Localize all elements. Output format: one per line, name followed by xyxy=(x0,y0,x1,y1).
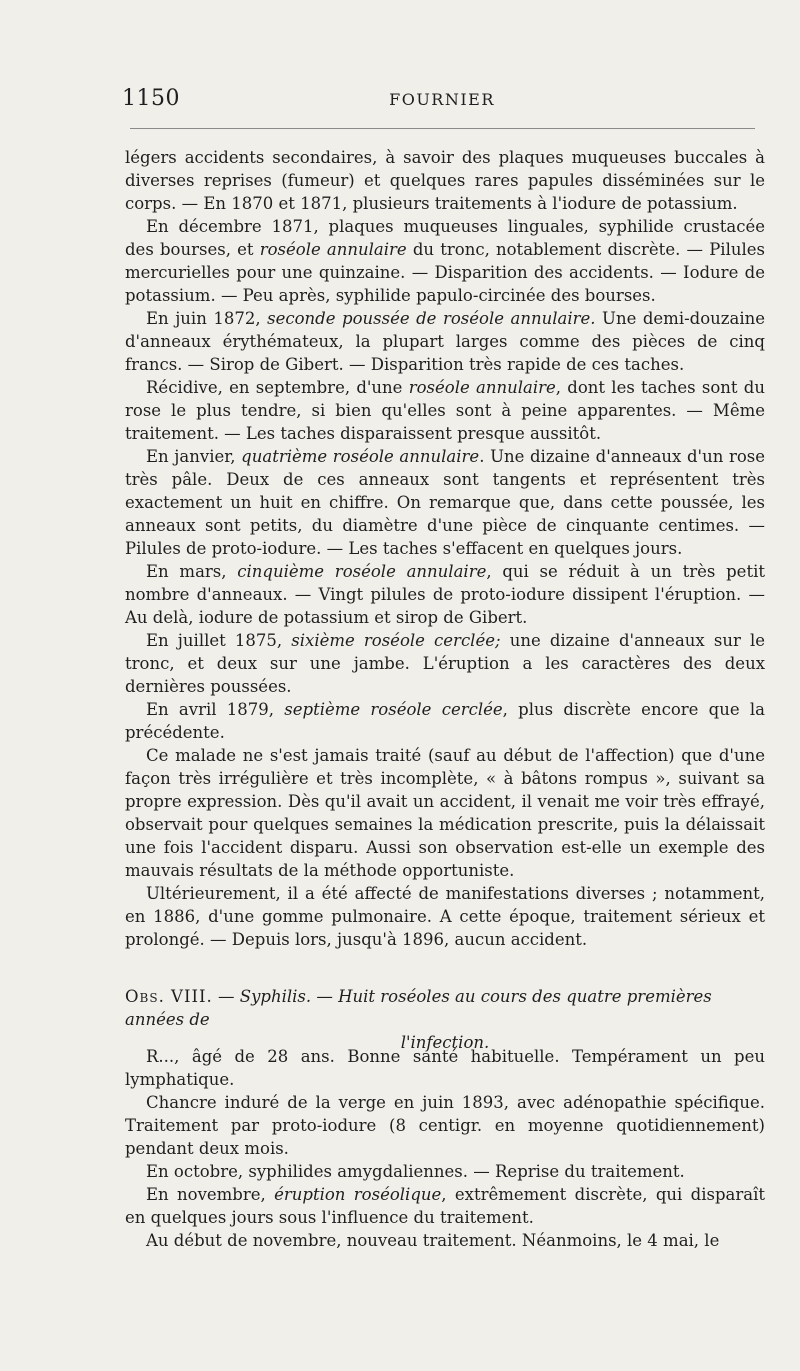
text-run: , plus discrète encore que la précédente. xyxy=(125,700,765,742)
text-run: , extrêmement discrète, qui disparaît en quelques jours sous l'influence du traitement. xyxy=(125,1185,765,1227)
text-run: légers accidents secondaires, à savoir des plaques muqueuses buccales à diverses reprises (fumeur) et quelques rares papules disséminées sur le corps. — En 1870 et 1871, plusieurs traitements à l'iodure de potassium. xyxy=(125,148,765,213)
page-number: 1150 xyxy=(122,86,180,111)
italic-text: sixième roséole cerclée; xyxy=(291,631,501,650)
italic-text: seconde poussée de roséole annulaire. xyxy=(267,309,596,328)
observation-subject: Syphilis. xyxy=(239,987,312,1006)
text-run: En mars, xyxy=(146,562,238,581)
observation-label: Obs. VIII. xyxy=(125,987,213,1006)
text-run: Ultérieurement, il a été affecté de manifestations diverses ; notamment, en 1886, d'une gomme pulmonaire. A cette époque, traitement sérieux et prolongé. — Depuis lors, jusqu'à 1896, aucun accident. xyxy=(125,884,765,949)
text-run: , dont les taches sont du rose le plus tendre, si bien qu'elles sont à peine apparentes. — Même traitement. — Les taches disparaissent presque aussitôt. xyxy=(125,378,765,443)
text-run: En juillet 1875, xyxy=(146,631,292,650)
text-run: En juin 1872, xyxy=(146,309,268,328)
observation-dash: — xyxy=(212,987,240,1006)
text-run: En janvier, xyxy=(146,447,242,466)
main-text xyxy=(125,146,765,951)
text-run: En décembre 1871, plaques muqueuses linguales, syphilide crustacée des bourses, et xyxy=(125,217,765,259)
observation-title-1: — Huit roséoles au cours des quatre premières années de xyxy=(125,987,712,1029)
paragraph xyxy=(125,307,765,376)
text-run: En octobre, syphilides amygdaliennes. — Reprise du traitement. xyxy=(146,1162,685,1181)
paragraph xyxy=(125,1091,765,1160)
paragraph xyxy=(125,1229,765,1252)
paragraph xyxy=(125,744,765,882)
text-run: Récidive, en septembre, d'une xyxy=(146,378,409,397)
paragraph xyxy=(125,629,765,698)
observation-heading xyxy=(125,985,765,1054)
text-run: Ce malade ne s'est jamais traité (sauf au début de l'affection) que d'une façon très irrégulière et très incomplète, « à bâtons rompus », suivant sa propre expression. Dès qu'il avait un accident, il venait me voir très effrayé, observait pour quelques semaines la médication prescrite, puis la délaissait une fois l'accident disparu. Aussi son observation est-elle un exemple des mauvais résultats de la méthode opportuniste. xyxy=(125,746,765,880)
paragraph xyxy=(125,882,765,951)
paragraph xyxy=(125,698,765,744)
text-run: R..., âgé de 28 ans. Bonne santé habituelle. Tempérament un peu lymphatique. xyxy=(125,1047,765,1089)
text-run: du tronc, notablement discrète. — Pilules mercurielles pour une quinzaine. — Disparition des accidents. — Iodure de potassium. — Peu après, syphilide papulo-circinée des bourses. xyxy=(125,240,765,305)
italic-text: cinquième roséole annulaire xyxy=(237,562,487,581)
paragraph xyxy=(125,445,765,560)
italic-text: quatrième roséole annulaire xyxy=(241,447,480,466)
paragraph xyxy=(125,215,765,307)
text-run: , qui se réduit à un très petit nombre d'anneaux. — Vingt pilules de proto-iodure dissipent l'éruption. — Au delà, iodure de potassium et sirop de Gibert. xyxy=(125,562,765,627)
paragraph xyxy=(125,1160,765,1183)
paragraph xyxy=(125,560,765,629)
text-run: En avril 1879, xyxy=(146,700,285,719)
paragraph xyxy=(125,1045,765,1091)
italic-text: septième roséole cerclée xyxy=(284,700,503,719)
page-header xyxy=(122,86,762,116)
text-run: . Une dizaine d'anneaux d'un rose très pâle. Deux de ces anneaux sont tangents et représentent très exactement un huit en chiffre. On remarque que, dans cette poussée, les anneaux sont petits, du diamètre d'une pièce de cinquante centimes. — Pilules de proto-iodure. — Les taches s'effacent en quelques jours. xyxy=(125,447,765,558)
header-rule xyxy=(130,128,755,129)
text-run: Au début de novembre, nouveau traitement. Néanmoins, le 4 mai, le xyxy=(146,1231,720,1250)
paragraph xyxy=(125,146,765,215)
text-run: une dizaine d'anneaux sur le tronc, et deux sur une jambe. L'éruption a les caractères des deux dernières poussées. xyxy=(125,631,765,696)
observation-text xyxy=(125,1045,765,1252)
italic-text: roséole annulaire xyxy=(408,378,556,397)
text-run: Une demi-douzaine d'anneaux érythémateux, la plupart larges comme des pièces de cinq francs. — Sirop de Gibert. — Disparition très rapide de ces taches. xyxy=(125,309,765,374)
italic-text: roséole annulaire xyxy=(259,240,407,259)
paragraph xyxy=(125,1183,765,1229)
paragraph xyxy=(125,376,765,445)
text-run: Chancre induré de la verge en juin 1893, avec adénopathie spécifique. Traitement par proto-iodure (8 centigr. en moyenne quotidiennement) pendant deux mois. xyxy=(125,1093,765,1158)
running-title: FOURNIER xyxy=(389,90,495,109)
text-run: En novembre, xyxy=(146,1185,275,1204)
observation-title-2: l'infection. xyxy=(400,1033,490,1052)
italic-text: éruption roséolique xyxy=(274,1185,442,1204)
